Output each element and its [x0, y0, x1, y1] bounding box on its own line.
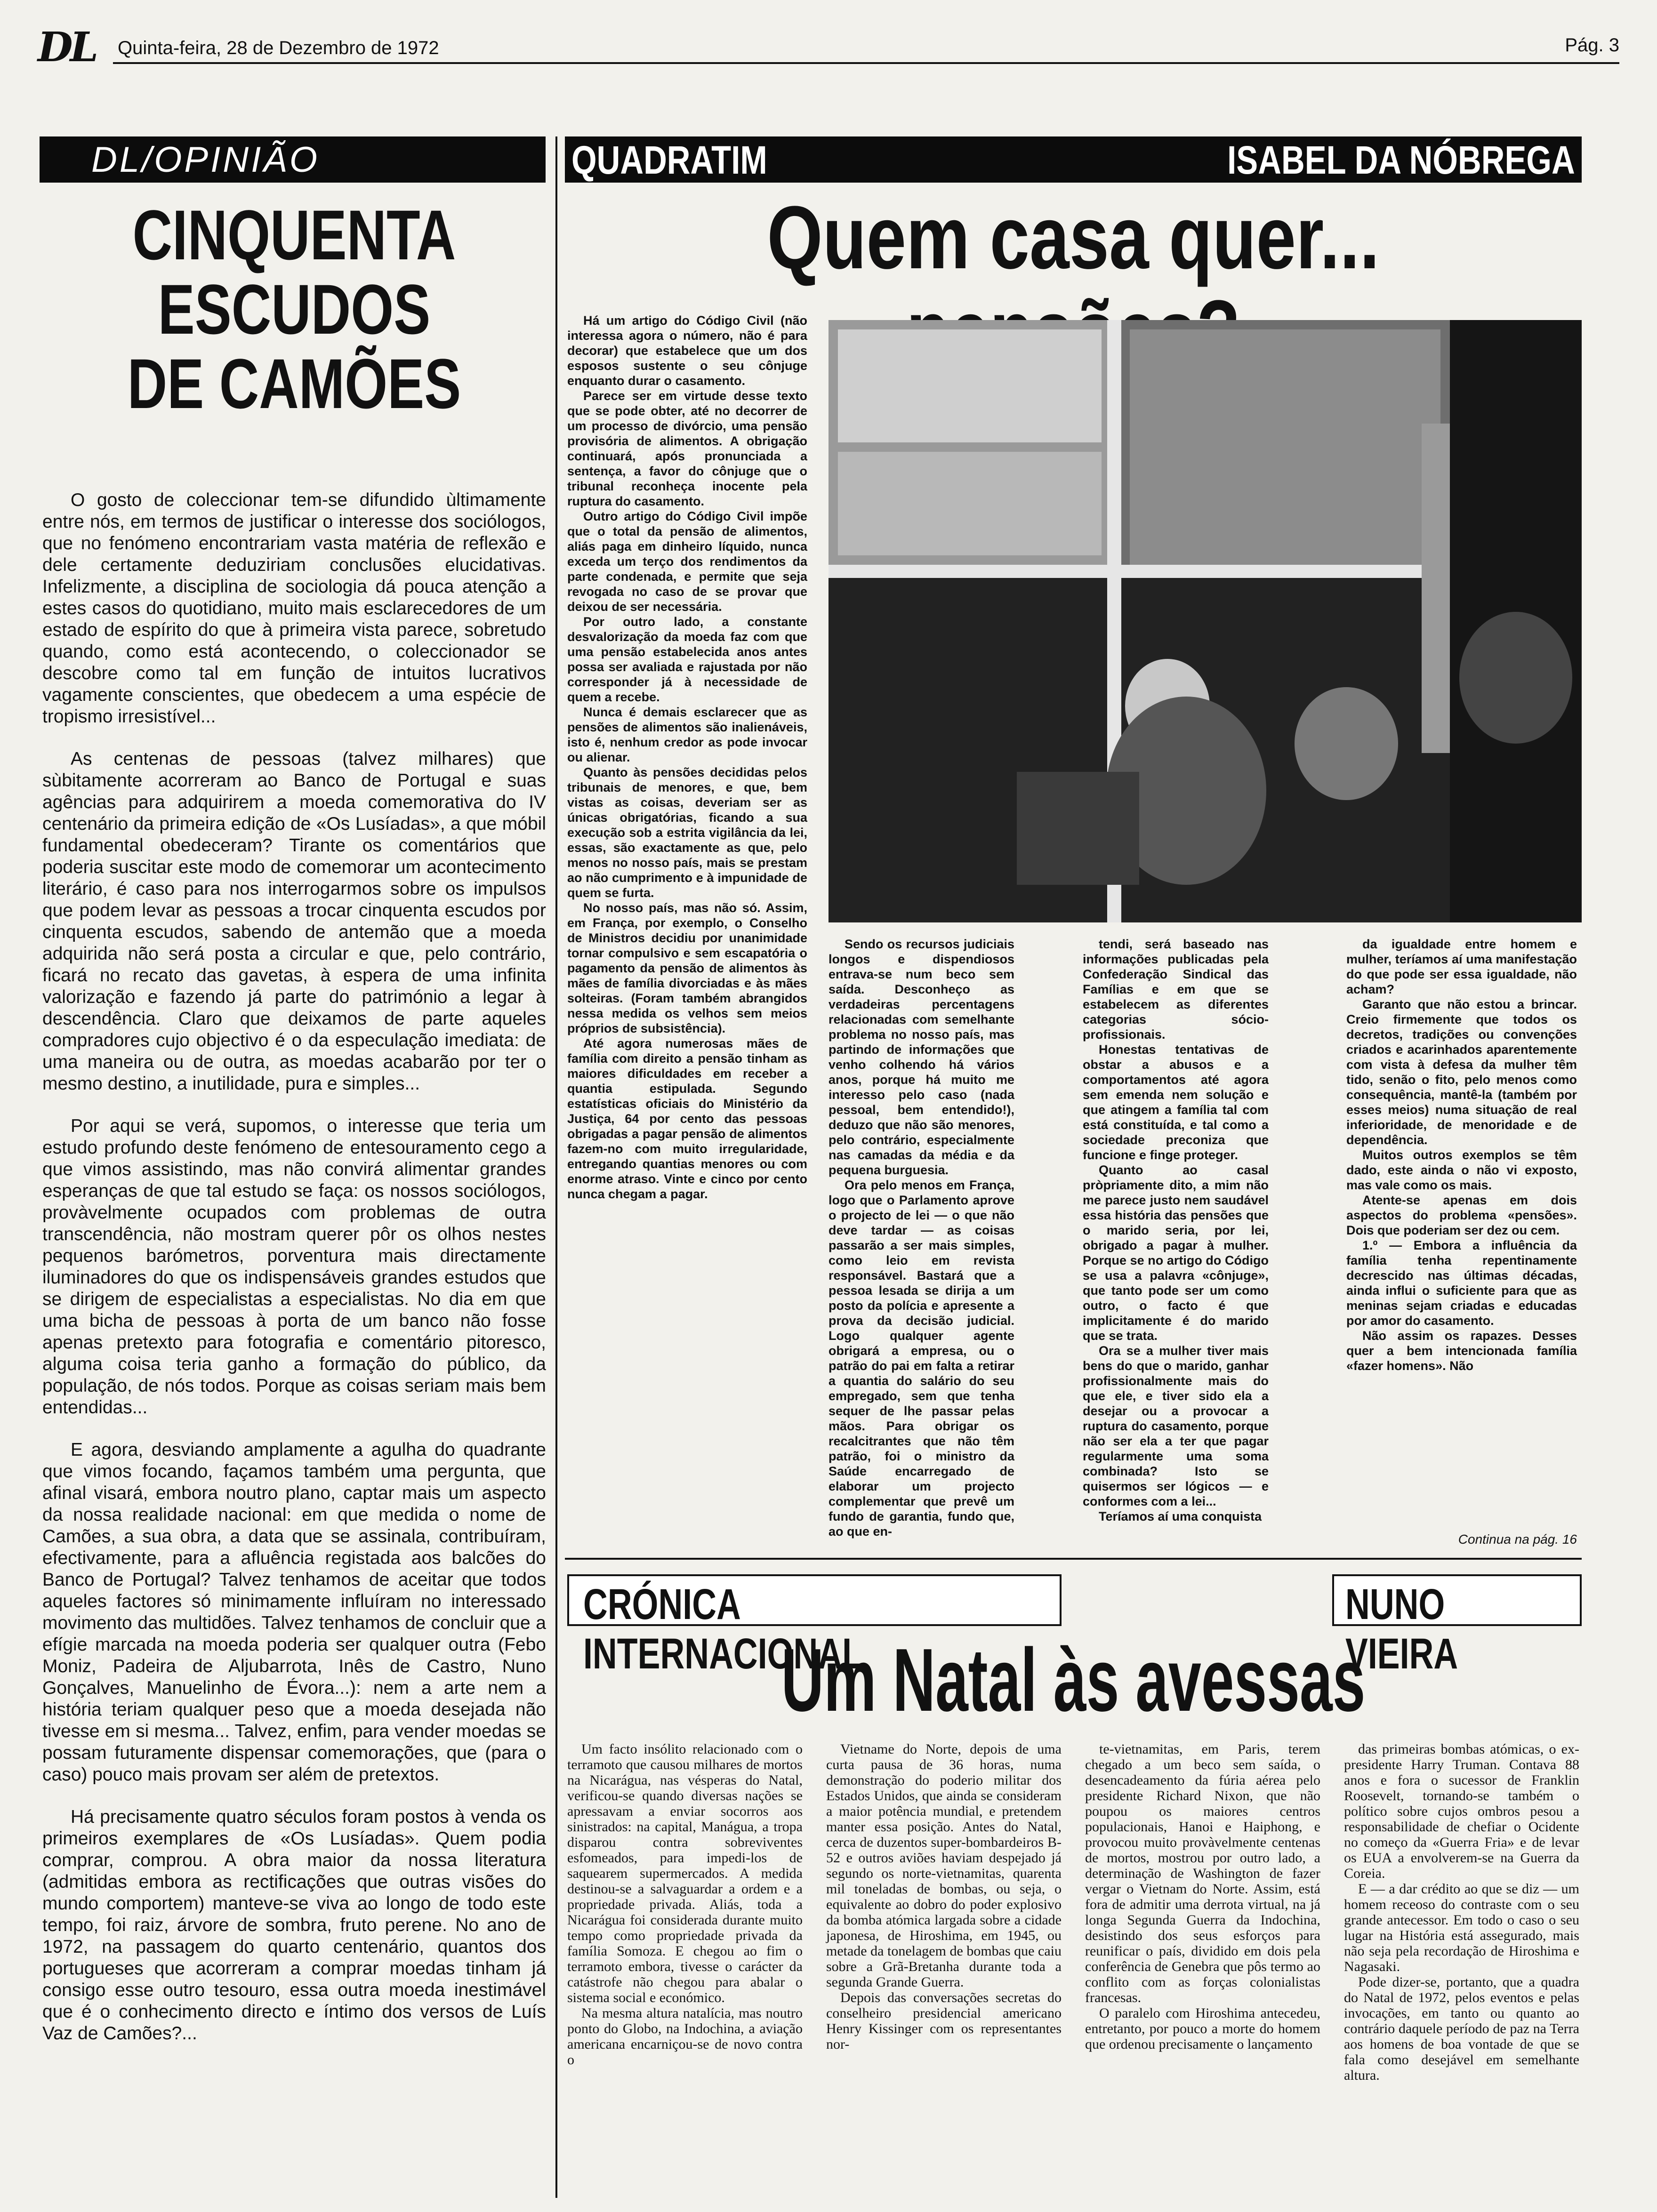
- issue-date: Quinta-feira, 28 de Dezembro de 1972: [118, 38, 439, 58]
- quadratim-paragraph: Não assim os rapazes. Desses quer a bem intencionada família «fazer homens». Não: [1346, 1329, 1577, 1373]
- opinion-paragraph: Há precisamente quatro séculos foram postos à venda os primeiros exemplares de «Os Lusíadas». Quem podia comprar, comprou. A obra maior da nossa literatura (admitidas embora as rectificações que outras visões do mundo comportem) manteve-se viva ao longo de todo este tempo, foi raiz, árvore de sombra, fruto perene. No ano de 1972, na passagem do quarto centenário, quantos dos portugueses que acorreram a comprar moedas tinham já consigo esse outro tesouro, essa outra moeda inestimável que é o conhecimento directo e íntimo dos versos de Luís Vaz de Camões?...: [42, 1807, 546, 2044]
- quadratim-paragraph: Honestas tentativas de obstar a abusos e a comportamentos até agora sem emenda nem solução e que atingem a família tal com está constituída, e tal como a sociedade preconiza que funcione e finge proteger.: [1083, 1042, 1269, 1162]
- quadratim-paragraph: 1.º — Embora a influência da família tenha repentinamente decrescido nas últimas décadas, ainda influi o suficiente para que as meninas sejam criadas e educadas por amor do casamento.: [1346, 1238, 1577, 1328]
- masthead-rule: [113, 62, 1619, 64]
- quadratim-section-bar: [565, 136, 1582, 183]
- quadratim-paragraph: Muitos outros exemplos se têm dado, este ainda o não vi exposto, mas vale como os mais.: [1346, 1148, 1577, 1192]
- opinion-headline: [42, 195, 546, 423]
- cronica-author: NUNO VIEIRA: [1345, 1580, 1458, 1678]
- quadratim-paragraph: Atente-se apenas em dois aspectos do problema «pensões». Dois que poderiam ser dez ou cem.: [1346, 1193, 1577, 1237]
- cronica-paragraph: Pode dizer-se, portanto, que a quadra do Natal de 1972, pelos eventos e pelas invocações, em tanto ou quanto ao contrário daquele período de paz na Terra aos homens de boa vontade de que se fala como desejável em semelhante altura.: [1344, 1974, 1579, 2083]
- opinion-paragraph: E agora, desviando amplamente a agulha do quadrante que vimos focando, façamos também uma pergunta, que afinal visará, embora noutro plano, captar mais um aspecto da nossa realidade nacional: em que medida o nome de Camões, a sua obra, a data que se assinala, contribuíram, efectivamente, para a afluência registada aos balcões do Banco de Portugal? Talvez tenhamos de aceitar que todos aqueles factores só minimamente influíram no interessado movimento das multidões. Talvez tenhamos de concluir que a efígie marcada na moeda poderia ser qualquer outra (Febo Moniz, Padeira de Aljubarrota, Inês de Castro, Nuno Gonçalves, Manuelinho de Évora...): nem a arte nem a história teriam qualquer peso que a moeda desejada não tivesse em si mesma... Talvez, enfim, para vender moedas se possam futuramente dispensar comemorações, que (para o caso) pouco mais provam ser além de pretextos.: [42, 1440, 546, 1785]
- opinion-section-label: DL/OPINIÃO: [91, 140, 320, 180]
- photo-illustration: [828, 320, 1582, 922]
- continues-note: Continua na pág. 16: [1458, 1532, 1577, 1547]
- page-number: Pág. 3: [1565, 35, 1619, 56]
- quadratim-headline-text: Quem casa quer...: [767, 188, 1380, 288]
- quadratim-paragraph: tendi, será baseado nas informações publicadas pela Confederação Sindical das Famílias e em que se estabelecem as diferentes categorias sócio-profissionais.: [1083, 937, 1269, 1042]
- cronica-author-box: [1332, 1574, 1582, 1678]
- quadratim-column-4: [1346, 937, 1577, 1373]
- quadratim-paragraph: Até agora numerosas mães de família com direito a pensão tinham as maiores dificuldades em receber a quantia estipulada. Segundo estatísticas oficiais do Ministério da Justiça, 64 por cento das pessoas obrigadas a pagar pensão de alimentos fazem-no com muito irregularidade, entregando quantias menores ou com enorme atraso. Vinte e cinco por cento nunca chegam a pagar.: [567, 1036, 807, 1201]
- quadratim-author: ISABEL DA NÓBREGA: [1227, 138, 1575, 182]
- quadratim-paragraph: Parece ser em virtude desse texto que se pode obter, até no decorrer de um processo de divórcio, uma pensão provisória de alimentos. A obrigação continuará, após pronunciada a sentença, a favor do cônjuge que o tribunal reconheça inocente pela ruptura do casamento.: [567, 389, 807, 508]
- opinion-headline-line: DE CAMÕES: [127, 344, 461, 423]
- cronica-paragraph: E — a dar crédito ao que se diz — um homem receoso do contraste com o seu grande antecessor. Em todo o caso o seu lugar na História está assegurado, mais não seja pela recordação de Hiroshima e Nagasaki.: [1344, 1881, 1579, 1974]
- cronica-column-3: [1085, 1741, 1320, 2052]
- quadratim-paragraph: Nunca é demais esclarecer que as pensões de alimentos são inalienáveis, isto é, nenhum credor as pode invocar ou alienar.: [567, 705, 807, 764]
- cronica-section-label: CRÓNICA INTERNACIONAL: [583, 1580, 863, 1678]
- opinion-headline-line: CINQUENTA: [132, 195, 456, 274]
- quadratim-column-2: [828, 937, 1014, 1539]
- quadratim-paragraph: Outro artigo do Código Civil impõe que o total da pensão de alimentos, aliás paga em dinheiro líquido, nunca exceda um terço dos rendimentos da parte condenada, e permite que seja revogada no caso de se provar que deixou de ser necessária.: [567, 509, 807, 614]
- opinion-paragraph: Por aqui se verá, supomos, o interesse que teria um estudo profundo deste fenómeno de entesouramento cego a que vimos assistindo, mas não convirá alimentar grandes esperanças de que tal estudo se faça: os nossos sociólogos, provàvelmente ocupados com problemas de outra transcendência, não mostram querer pôr os olhos nestes pequenos barómetros, porventura mais directamente iluminadores do que os indispensáveis grandes estudos que se dirigem de especialistas a especialistas. No dia em que uma bicha de pessoas à porta de um banco não fosse apenas pretexto para fotografia e comentário pitoresco, alguma coisa teria ganho a formação do público, da população, de nós todos. Porque as coisas seriam mais bem entendidas...: [42, 1116, 546, 1418]
- quadratim-paragraph: Ora se a mulher tiver mais bens do que o marido, ganhar profissionalmente mais do que ele, e tiver sido ela a desejar ou a provocar a ruptura do casamento, porque não ser ela a ter que pagar regularmente uma soma combinada? Isto se quisermos ser lógicos — e conformes com a lei...: [1083, 1344, 1269, 1508]
- cronica-paragraph: Vietname do Norte, depois de uma curta pausa de 36 horas, numa demonstração do poderio militar dos Estados Unidos, que ainda se consideram a maior potência mundial, e pretendem manter essa posição. Antes do Natal, cerca de duzentos super-bombardeiros B-52 e outros aviões haviam despejado já segundo os norte-vietnamitas, quarenta mil toneladas de bombas, ou seja, o equivalente ao dobro do poder explosivo da bomba atómica largada sobre a cidade japonesa, de Hiroshima, em 1945, ou metade da tonelagem de bombas que caiu sobre a Grã-Bretanha durante toda a segunda Grande Guerra.: [826, 1741, 1062, 1990]
- quadratim-section-label: QUADRATIM: [571, 138, 767, 182]
- quadratim-paragraph: Ora pelo menos em França, logo que o Parlamento aprove o projecto de lei — o que não deve tardar — as coisas passarão a ser mais simples, como leio em revista responsável. Bastará que a pessoa lesada se dirija a um posto da polícia e apresente a prova da decisão judicial. Logo qualquer agente obrigará a empresa, ou o patrão do pai em falta a retirar a quantia do salário do seu empregado, sem que tenha sequer de lhe passar pelas mãos. Para obrigar os recalcitrantes que não têm patrão, foi o ministro da Saúde encarregado de elaborar um projecto complementar que prevê um fundo de garantia, fundo que, ao que en-: [828, 1178, 1014, 1539]
- column-divider: [555, 136, 557, 2198]
- cronica-top-rule: [565, 1558, 1582, 1560]
- quadratim-paragraph: Há um artigo do Código Civil (não interessa agora o número, não é para decorar) que estabelece que um dos esposos sustente o seu cônjuge enquanto durar o casamento.: [567, 313, 807, 388]
- quadratim-column-1: [567, 313, 807, 1202]
- cronica-paragraph: te-vietnamitas, em Paris, terem chegado a um beco sem saída, o desencadeamento da fúria aérea pelo presidente Richard Nixon, que não poupou os maiores centros populacionais, Hanoi e Haiphong, e provocou muito provàvelmente centenas de mortos, mostrou por outro lado, a determinação de Washington de fazer vergar o Vietnam do Norte. Assim, está fora de admitir uma derrota virtual, na já longa Segunda Guerra da Indochina, desistindo dos seus esforços para reunificar o país, dividido em dois pela conferência de Genebra que pôs termo ao conflito com as forças colonialistas francesas.: [1085, 1741, 1320, 2005]
- quadratim-paragraph: Teríamos aí uma conquista: [1099, 1509, 1262, 1523]
- quadratim-paragraph: Sendo os recursos judiciais longos e dispendiosos entrava-se num beco sem saída. Desconheço as verdadeiras percentagens relacionadas com semelhante problema no nosso país, mas partindo de informações que venho colhendo há vários anos, porque há muito me interesso pelo caso (nada pessoal, bem entendido!), deduzo que não são menores, pelo contrário, especialmente nas camadas da média e da pequena burguesia.: [828, 937, 1014, 1177]
- cronica-paragraph: Depois das conversações secretas do conselheiro presidencial americano Henry Kissinger com os representantes nor-: [826, 1990, 1062, 2052]
- cronica-section-box: [567, 1574, 1062, 1678]
- cronica-paragraph: das primeiras bombas atómicas, o ex-presidente Harry Truman. Contava 88 anos e fora o sucessor de Franklin Roosevelt, tornando-se também o político sobre cujos ombros pesou a responsabilidade de chefiar o Ocidente no começo da «Guerra Fria» e de levar os EUA a envolverem-se na Guerra da Coreia.: [1344, 1741, 1579, 1881]
- cronica-column-1: [567, 1741, 803, 2068]
- cronica-paragraph: O paralelo com Hiroshima antecedeu, entretanto, por pouco a morte do homem que ordenou precisamente o lançamento: [1085, 2005, 1320, 2052]
- masthead: [38, 19, 1619, 75]
- quadratim-paragraph: da igualdade entre homem e mulher, teríamos aí uma manifestação do que pode ser essa igualdade, não acham?: [1346, 937, 1577, 996]
- quadratim-paragraph: Garanto que não estou a brincar. Creio firmemente que todos os decretos, tradições ou convenções criados e acarinhados aparentemente com vista à defesa da mulher têm tido, senão o fito, pelo menos como consequência, mantê-la (também por esses meios) numa situação de real inferioridade, de menoridade e de dependência.: [1346, 997, 1577, 1147]
- quadratim-column-3: [1083, 937, 1269, 1524]
- cronica-headline-text: Um Natal às avessas: [781, 1630, 1366, 1730]
- article-photo: [828, 320, 1582, 922]
- quadratim-paragraph: No nosso país, mas não só. Assim, em França, por exemplo, o Conselho de Ministros decidiu por unanimidade tornar compulsivo e sem escapatória o pagamento da pensão de alimentos às mães de família divorciadas e às mães solteiras. (Foram também abrangidos nessa medida os velhos sem meios próprios de subsistência).: [567, 901, 807, 1035]
- opinion-paragraph: As centenas de pessoas (talvez milhares) que sùbitamente acorreram ao Banco de Portugal e suas agências para adquirirem a moeda comemorativa do IV centenário da primeira edição de «Os Lusíadas», a que móbil fundamental obedeceram? Tirante os comentários que poderia suscitar este modo de comemorar um acontecimento literário, é caso para nos interrogarmos sobre os impulsos que podem levar as pessoas a trocar cinquenta escudos por cinquenta escudos, sabendo de antemão que a moeda adquirida não será posta a circular e que, pelo contrário, ficará no recato das gavetas, à espera de uma infinita valorização e fazendo já parte do património a legar à descendência. Claro que deixamos de parte aqueles compradores cujo objectivo é o da especulação imediata: de uma maneira ou de outra, as moedas acabarão por ter o mesmo destino, a inutilidade, pura e simples...: [42, 749, 546, 1094]
- opinion-article-body: [42, 489, 546, 2065]
- cronica-headline: [565, 1630, 1582, 1730]
- cronica-paragraph: Um facto insólito relacionado com o terramoto que causou milhares de mortos na Nicarágua, nas vésperas do Natal, verificou-se quando diversas nações se apressavam a enviar socorros aos sinistrados: na capital, Manágua, a tropa disparou contra sobreviventes esfomeados, para impedi-los de saquearem supermercados. A medida destinou-se a salvaguardar a ordem e a propriedade privada. Aliás, toda a Nicarágua foi considerada durante muito tempo como propriedade privada da família Somoza. E chegou ao fim o terramoto embora, tivesse o carácter da catástrofe não chegou para abalar o sistema social e económico.: [567, 1741, 803, 2005]
- cronica-column-4: [1344, 1741, 1579, 2083]
- opinion-paragraph: O gosto de coleccionar tem-se difundido ùltimamente entre nós, em termos de justificar o interesse dos sociólogos, que no fenómeno encontrariam vasta matéria de reflexão e dele certamente deduziriam conclusões elucidativas. Infelizmente, a disciplina de sociologia dá pouca atenção a estes casos do quotidiano, muito mais esclarecedores de um estado de espírito do que à primeira vista parece, sobretudo quando, como está acontecendo, o coleccionador se descobre como tal em função de intuitos lucrativos vagamente conscientes, que obedecem a uma espécie de tropismo irresistível...: [42, 490, 546, 727]
- quadratim-paragraph: Quanto ao casal pròpriamente dito, a mim não me parece justo nem saudável essa história das pensões que o marido seria, por lei, obrigado a pagar à mulher. Porque se no artigo do Código se usa a palavra «cônjuge», que tanto pode ser um como outro, o facto é que implicitamente é do marido que se trata.: [1083, 1163, 1269, 1343]
- cronica-column-2: [826, 1741, 1062, 2052]
- quadratim-paragraph: Por outro lado, a constante desvalorização da moeda faz com que uma pensão estabelecida anos antes possa ser avaliada e rajustada por não corresponder já à necessidade de quem a recebe.: [567, 615, 807, 704]
- opinion-headline-line: ESCUDOS: [158, 270, 431, 349]
- cronica-paragraph: Na mesma altura natalícia, mas noutro ponto do Globo, na Indochina, a aviação americana encarniçou-se de novo contra o: [567, 2005, 803, 2068]
- opinion-section-bar: [40, 136, 546, 183]
- quadratim-paragraph: Quanto às pensões decididas pelos tribunais de menores, e que, bem vistas as coisas, deveriam ser as únicas obrigatórias, ficando a sua execução sob a estrita vigilância da lei, essas, são exactamente as que, pelo menos no nosso país, mais se prestam ao não cumprimento e à impunidade de quem se furta.: [567, 765, 807, 900]
- newspaper-logo: DL: [38, 24, 96, 71]
